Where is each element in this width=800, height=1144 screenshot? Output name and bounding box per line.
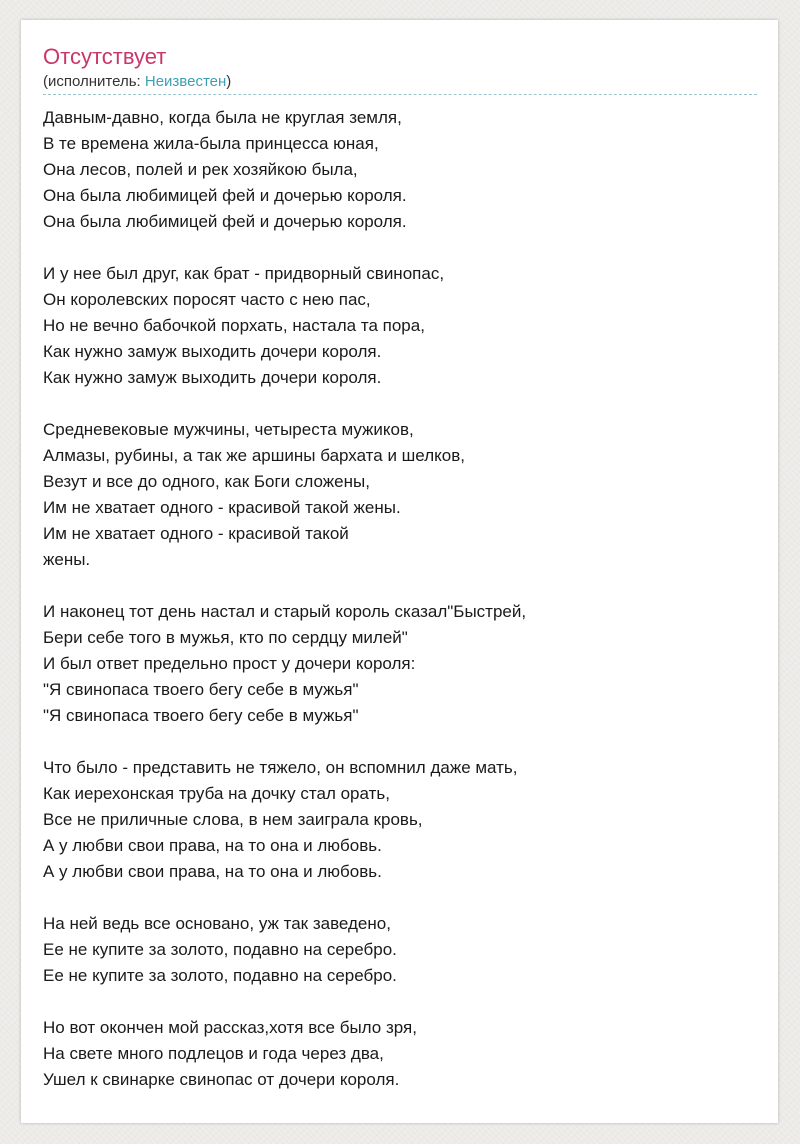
song-title: Отсутствует bbox=[43, 44, 167, 69]
lyrics-stanza bbox=[43, 911, 763, 989]
lyrics-line: Он королевских поросят часто с нею пас, bbox=[43, 290, 371, 309]
lyrics-line: Везут и все до одного, как Боги сложены, bbox=[43, 472, 370, 491]
lyrics-line: Им не хватает одного - красивой такой жены. bbox=[43, 498, 401, 517]
lyrics-line: Алмазы, рубины, а так же аршины бархата и шелков, bbox=[43, 446, 465, 465]
lyrics-line: Ушел к свинарке свинопас от дочери короля. bbox=[43, 1070, 400, 1089]
lyrics-line: Ее не купите за золото, подавно на серебро. bbox=[43, 966, 397, 985]
lyrics-line: Она лесов, полей и рек хозяйкою была, bbox=[43, 160, 358, 179]
lyrics-stanza bbox=[43, 417, 763, 573]
dashed-divider bbox=[43, 94, 757, 95]
lyrics-line: Бери себе того в мужья, кто по сердцу милей" bbox=[43, 628, 408, 647]
lyrics-line: Как иерехонская труба на дочку стал орать, bbox=[43, 784, 390, 803]
lyrics-line: "Я свинопаса твоего бегу себе в мужья" bbox=[43, 680, 359, 699]
lyrics-body bbox=[43, 105, 763, 1119]
artist-line bbox=[43, 72, 231, 92]
lyrics-line: жены. bbox=[43, 550, 91, 569]
artist-link[interactable]: Неизвестен bbox=[144, 73, 227, 90]
lyrics-line: Она была любимицей фей и дочерью короля. bbox=[43, 212, 407, 231]
lyrics-line: На ней ведь все основано, уж так заведено, bbox=[43, 914, 391, 933]
lyrics-stanza bbox=[43, 599, 763, 729]
lyrics-line: "Я свинопаса твоего бегу себе в мужья" bbox=[43, 706, 359, 725]
lyrics-line: Давным-давно, когда была не круглая земля, bbox=[43, 108, 402, 127]
lyrics-line: И наконец тот день настал и старый король сказал"Быстрей, bbox=[43, 602, 527, 621]
lyrics-line: И был ответ предельно прост у дочери короля: bbox=[43, 654, 416, 673]
lyrics-stanza bbox=[43, 261, 763, 391]
artist-prefix: (исполнитель: bbox=[43, 73, 145, 90]
lyrics-line: И у нее был друг, как брат - придворный свинопас, bbox=[43, 264, 445, 283]
artist-suffix: ) bbox=[226, 73, 232, 90]
lyrics-line: В те времена жила-была принцесса юная, bbox=[43, 134, 379, 153]
lyrics-card bbox=[21, 20, 778, 1123]
lyrics-line: Но не вечно бабочкой порхать, настала та пора, bbox=[43, 316, 425, 335]
lyrics-line: Средневековые мужчины, четыреста мужиков, bbox=[43, 420, 414, 439]
lyrics-stanza bbox=[43, 1015, 763, 1093]
lyrics-line: На свете много подлецов и года через два, bbox=[43, 1044, 384, 1063]
lyrics-line: Как нужно замуж выходить дочери короля. bbox=[43, 342, 382, 361]
lyrics-line: А у любви свои права, на то она и любовь. bbox=[43, 862, 382, 881]
lyrics-stanza bbox=[43, 755, 763, 885]
lyrics-line: Она была любимицей фей и дочерью короля. bbox=[43, 186, 407, 205]
lyrics-line: Что было - представить не тяжело, он вспомнил даже мать, bbox=[43, 758, 518, 777]
lyrics-line: Ее не купите за золото, подавно на серебро. bbox=[43, 940, 397, 959]
lyrics-line: Но вот окончен мой рассказ,хотя все было зря, bbox=[43, 1018, 417, 1037]
lyrics-line: Как нужно замуж выходить дочери короля. bbox=[43, 368, 382, 387]
lyrics-line: Им не хватает одного - красивой такой bbox=[43, 524, 349, 543]
lyrics-line: Все не приличные слова, в нем заиграла кровь, bbox=[43, 810, 423, 829]
lyrics-stanza bbox=[43, 105, 763, 235]
lyrics-line: А у любви свои права, на то она и любовь. bbox=[43, 836, 382, 855]
